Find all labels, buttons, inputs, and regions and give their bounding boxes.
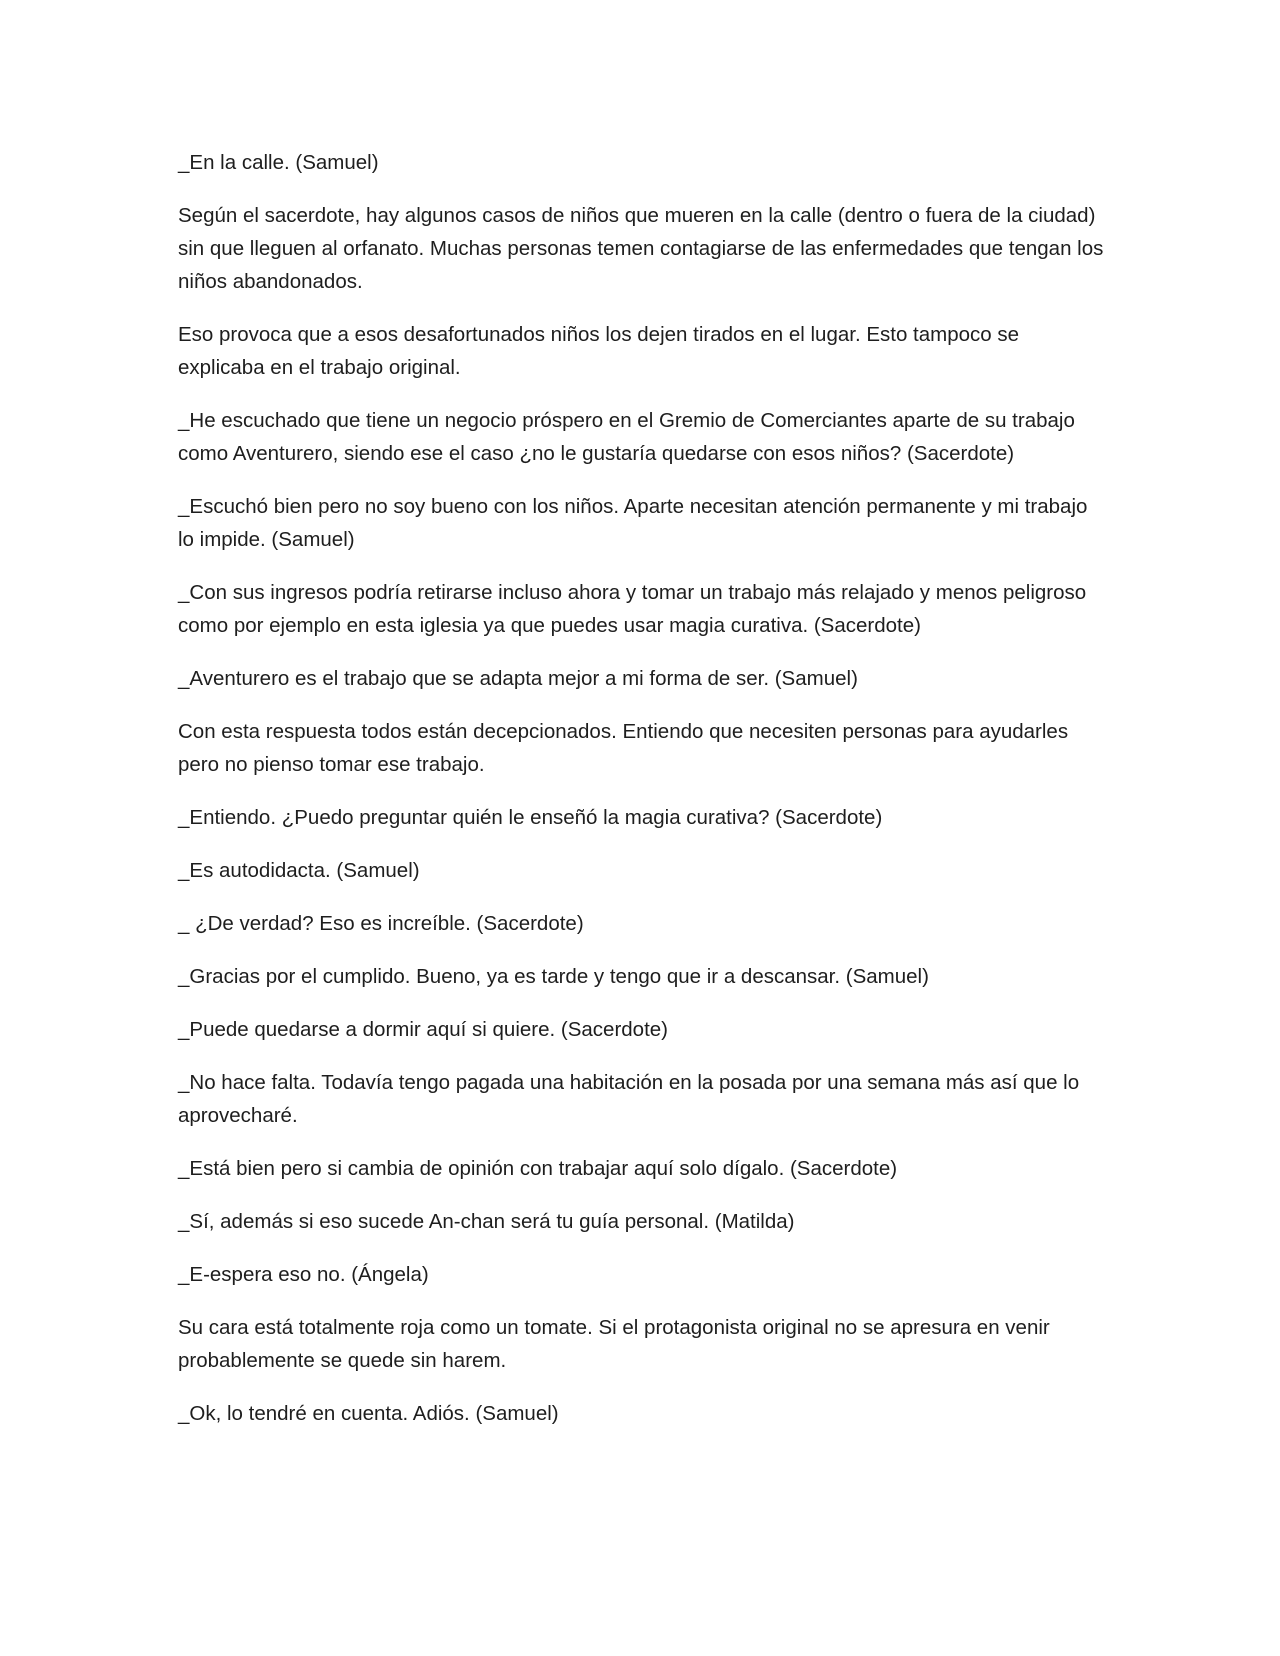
paragraph: _Es autodidacta. (Samuel) — [178, 859, 420, 882]
document-body — [178, 146, 1108, 1450]
paragraph: _Está bien pero si cambia de opinión con trabajar aquí solo dígalo. (Sacerdote) — [178, 1157, 898, 1180]
paragraph: _Entiendo. ¿Puedo preguntar quién le enseñó la magia curativa? (Sacerdote) — [178, 806, 883, 829]
paragraph: _Puede quedarse a dormir aquí si quiere. (Sacerdote) — [178, 1018, 669, 1041]
paragraph: _Ok, lo tendré en cuenta. Adiós. (Samuel) — [178, 1402, 559, 1425]
paragraph: _ ¿De verdad? Eso es increíble. (Sacerdote) — [178, 912, 584, 935]
paragraph: _Sí, además si eso sucede An-chan será tu guía personal. (Matilda) — [178, 1210, 795, 1233]
paragraph: Eso provoca que a esos desafortunados niños los dejen tirados en el lugar. Esto tampoco se explicaba en el trabajo original. — [178, 323, 1020, 379]
paragraph: Con esta respuesta todos están decepcionados. Entiendo que necesiten personas para ayudarles pero no pienso tomar ese trabajo. — [178, 720, 1069, 776]
paragraph: _En la calle. (Samuel) — [178, 151, 379, 174]
paragraph: _He escuchado que tiene un negocio próspero en el Gremio de Comerciantes aparte de su trabajo como Aventurero, siendo ese el caso ¿no le gustaría quedarse con esos niños? (Sacerdote) — [178, 409, 1075, 465]
paragraph: _E-espera eso no. (Ángela) — [178, 1263, 429, 1286]
paragraph: _Gracias por el cumplido. Bueno, ya es tarde y tengo que ir a descansar. (Samuel) — [178, 965, 929, 988]
paragraph: _No hace falta. Todavía tengo pagada una habitación en la posada por una semana más así que lo aprovecharé. — [178, 1071, 1080, 1127]
paragraph: _Con sus ingresos podría retirarse incluso ahora y tomar un trabajo más relajado y menos peligroso como por ejemplo en esta iglesia ya que puedes usar magia curativa. (Sacerdote) — [178, 581, 1087, 637]
paragraph: Según el sacerdote, hay algunos casos de niños que mueren en la calle (dentro o fuera de la ciudad) sin que lleguen al orfanato. Muchas personas temen contagiarse de las enfermedades que tengan los niños abandonados. — [178, 204, 1104, 293]
paragraph: _Escuchó bien pero no soy bueno con los niños. Aparte necesitan atención permanente y mi trabajo lo impide. (Samuel) — [178, 495, 1088, 551]
paragraph: Su cara está totalmente roja como un tomate. Si el protagonista original no se apresura en venir probablemente se quede sin harem. — [178, 1316, 1050, 1372]
paragraph: _Aventurero es el trabajo que se adapta mejor a mi forma de ser. (Samuel) — [178, 667, 858, 690]
